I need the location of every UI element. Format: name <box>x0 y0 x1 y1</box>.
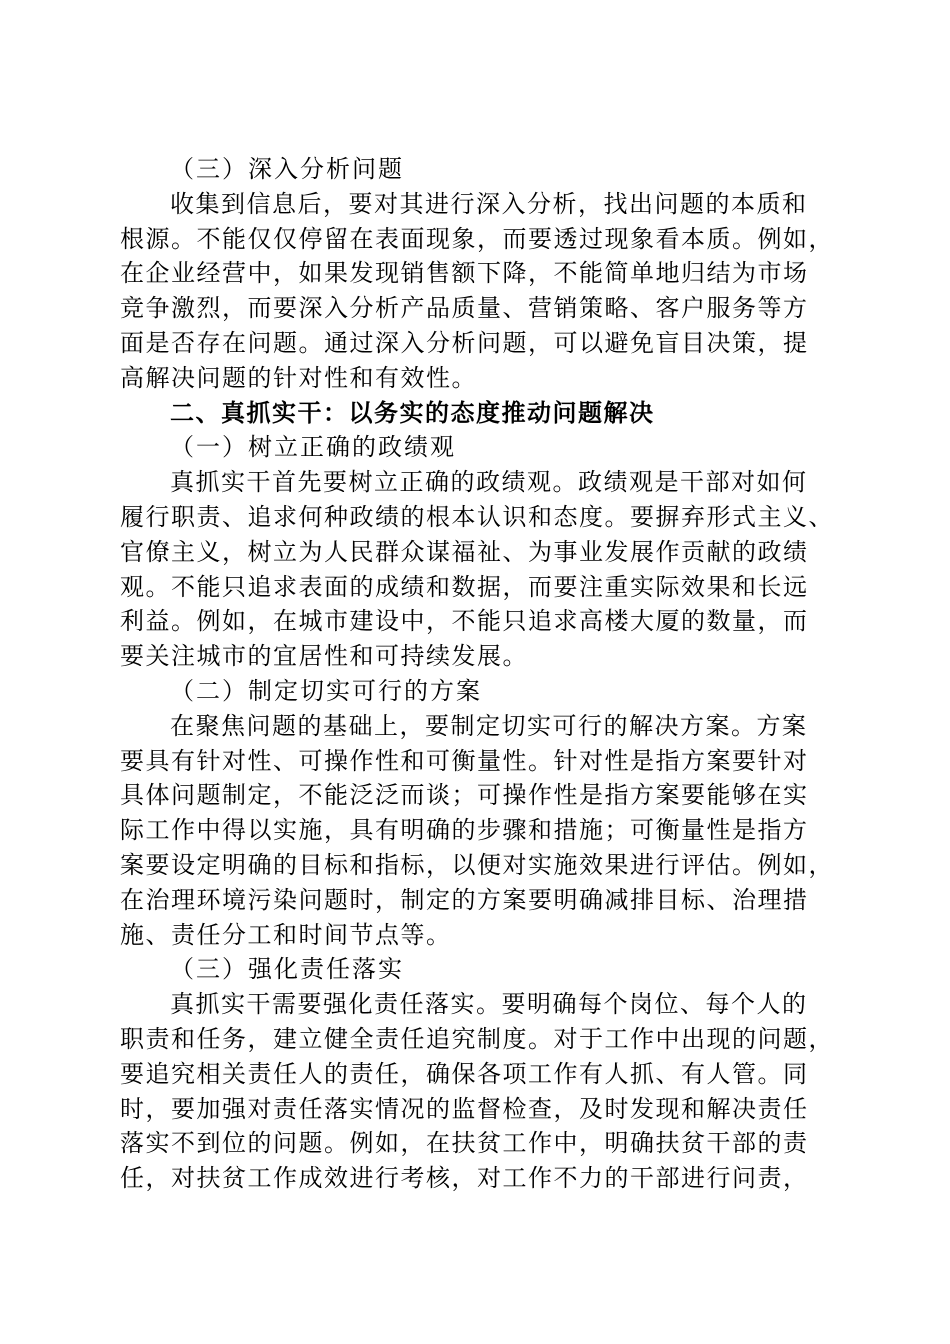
text-line: 案要设定明确的目标和指标，以便对实施效果进行评估。例如， <box>120 850 834 879</box>
text-line: 竞争激烈，而要深入分析产品质量、营销策略、客户服务等方 <box>120 294 809 323</box>
text-line: 时，要加强对责任落实情况的监督检查，及时发现和解决责任 <box>120 1094 809 1123</box>
text-line: 施、责任分工和时间节点等。 <box>120 920 452 949</box>
subheading-responsibility <box>120 952 830 987</box>
text-line: （二）制定切实可行的方案 <box>170 676 482 705</box>
text-line: 职责和任务，建立健全责任追究制度。对于工作中出现的问题， <box>120 1024 834 1053</box>
text-line: 落实不到位的问题。例如，在扶贫工作中，明确扶贫干部的责 <box>120 1129 809 1158</box>
text-line: 利益。例如，在城市建设中，不能只追求高楼大厦的数量，而 <box>120 607 809 636</box>
text-line: 履行职责、追求何种政绩的根本认识和态度。要摒弃形式主义、 <box>120 502 834 531</box>
text-line: 根源。不能仅仅停留在表面现象，而要透过现象看本质。例如， <box>120 224 834 253</box>
text-line: 际工作中得以实施，具有明确的步骤和措施；可衡量性是指方 <box>120 816 809 845</box>
text-line: 要追究相关责任人的责任，确保各项工作有人抓、有人管。同 <box>120 1059 809 1088</box>
text-line: 在企业经营中，如果发现销售额下降，不能简单地归结为市场 <box>120 259 809 288</box>
text-line: （三）深入分析问题 <box>170 155 404 183</box>
text-line: 面是否存在问题。通过深入分析问题，可以避免盲目决策，提 <box>120 328 809 357</box>
text-line: 收集到信息后，要对其进行深入分析，找出问题的本质和 <box>170 189 808 218</box>
text-line: 要关注城市的宜居性和可持续发展。 <box>120 642 528 671</box>
document-body <box>120 152 834 1196</box>
text-line: 官僚主义，树立为人民群众谋福祉、为事业发展作贡献的政绩 <box>120 537 809 566</box>
text-line: 观。不能只追求表面的成绩和数据，而要注重实际效果和长远 <box>120 572 809 601</box>
text-line: 真抓实干首先要树立正确的政绩观。政绩观是干部对如何 <box>170 468 808 497</box>
text-line: 任，对扶贫工作成效进行考核，对工作不力的干部进行问责， <box>120 1164 809 1193</box>
heading-line: 二、真抓实干：以务实的态度推动问题解决 <box>170 397 655 427</box>
paragraph-feasible-plan <box>120 709 834 953</box>
text-line: 在治理环境污染问题时，制定的方案要明确减排目标、治理措 <box>120 885 809 914</box>
section-heading-practical-work <box>120 396 830 431</box>
subheading-feasible-plan <box>120 674 830 709</box>
paragraph-responsibility <box>120 987 834 1196</box>
text-line: 在聚焦问题的基础上，要制定切实可行的解决方案。方案 <box>170 711 808 740</box>
text-line: （一）树立正确的政绩观 <box>170 433 456 462</box>
text-line: 要具有针对性、可操作性和可衡量性。针对性是指方案要针对 <box>120 746 809 775</box>
text-line: 高解决问题的针对性和有效性。 <box>120 363 477 392</box>
subheading-performance-view <box>120 430 830 465</box>
paragraph-analyze-problem <box>120 187 834 396</box>
text-line: 真抓实干需要强化责任落实。要明确每个岗位、每个人的 <box>170 990 808 1019</box>
subheading-analyze-problem <box>120 152 830 187</box>
text-line: （三）强化责任落实 <box>170 955 404 984</box>
text-line: 具体问题制定，不能泛泛而谈；可操作性是指方案要能够在实 <box>120 781 809 810</box>
paragraph-performance-view <box>120 465 834 674</box>
